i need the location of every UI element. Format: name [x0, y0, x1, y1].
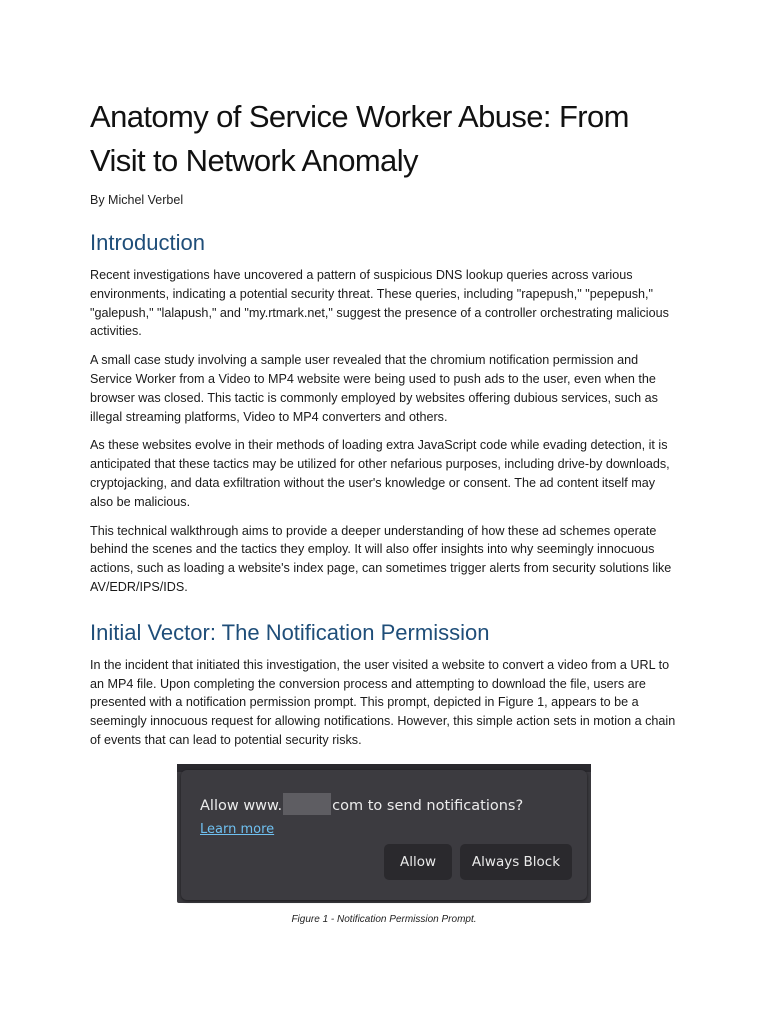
paragraph: Recent investigations have uncovered a pattern of suspicious DNS lookup queries across various environments, indicating a potential security threat. These queries, including "rapepush," "pepepush," "galepush," "lalapush," and "my.rtmark.net," suggest the presence of a controller orchestrating malicious activities.	[90, 268, 669, 339]
paragraph: This technical walkthrough aims to provide a deeper understanding of how these ad schemes operate behind the scenes and the tactics they employ. It will also offer insights into why seemingly innocuous actions, such as loading a website's index page, can sometimes trigger alerts from security solutions like AV/EDR/IPS/IDS.	[90, 523, 672, 594]
redacted-domain	[283, 793, 331, 815]
allow-button[interactable]: Allow	[384, 844, 452, 880]
permission-message	[200, 793, 523, 815]
message-suffix: com to send notifications?	[332, 798, 524, 814]
paragraph: A small case study involving a sample user revealed that the chromium notification permission and Service Worker from a Video to MP4 website were being used to push ads to the user, even when the browser was closed. This tactic is commonly employed by websites offering dubious services, such as illegal streaming platforms, Video to MP4 converters and others.	[90, 353, 658, 424]
notification-permission-dialog	[181, 770, 587, 900]
section-heading-initial-vector: Initial Vector: The Notification Permission	[90, 619, 490, 645]
article-title: Anatomy of Service Worker Abuse: From Visit to Network Anomaly	[90, 99, 629, 178]
always-block-button[interactable]: Always Block	[460, 844, 572, 880]
section-heading-introduction: Introduction	[90, 230, 205, 255]
introduction-body	[90, 266, 680, 597]
figure-notification-prompt	[177, 764, 591, 903]
figure-caption: Figure 1 - Notification Permission Prompt.	[291, 914, 477, 925]
message-prefix: Allow www.	[200, 798, 283, 814]
author-byline: By Michel Verbel	[90, 193, 184, 207]
article	[90, 95, 680, 760]
paragraph: In the incident that initiated this investigation, the user visited a website to convert a video from a URL to an MP4 file. Upon completing the conversion process and attempting to download the file, users are presented with a notification permission prompt. This prompt, depicted in Figure 1, appears to be a seemingly innocuous request for allowing notifications. However, this simple action sets in motion a chain of events that can lead to potential security risks.	[90, 657, 676, 747]
initial-vector-body	[90, 656, 680, 750]
paragraph: As these websites evolve in their methods of loading extra JavaScript code while evading detection, it is anticipated that these tactics may be utilized for other nefarious purposes, including drive-by downloads, cryptojacking, and data exfiltration without the user's knowledge or consent. The ad content itself may also be malicious.	[90, 438, 670, 509]
learn-more-link[interactable]: Learn more	[200, 822, 275, 837]
